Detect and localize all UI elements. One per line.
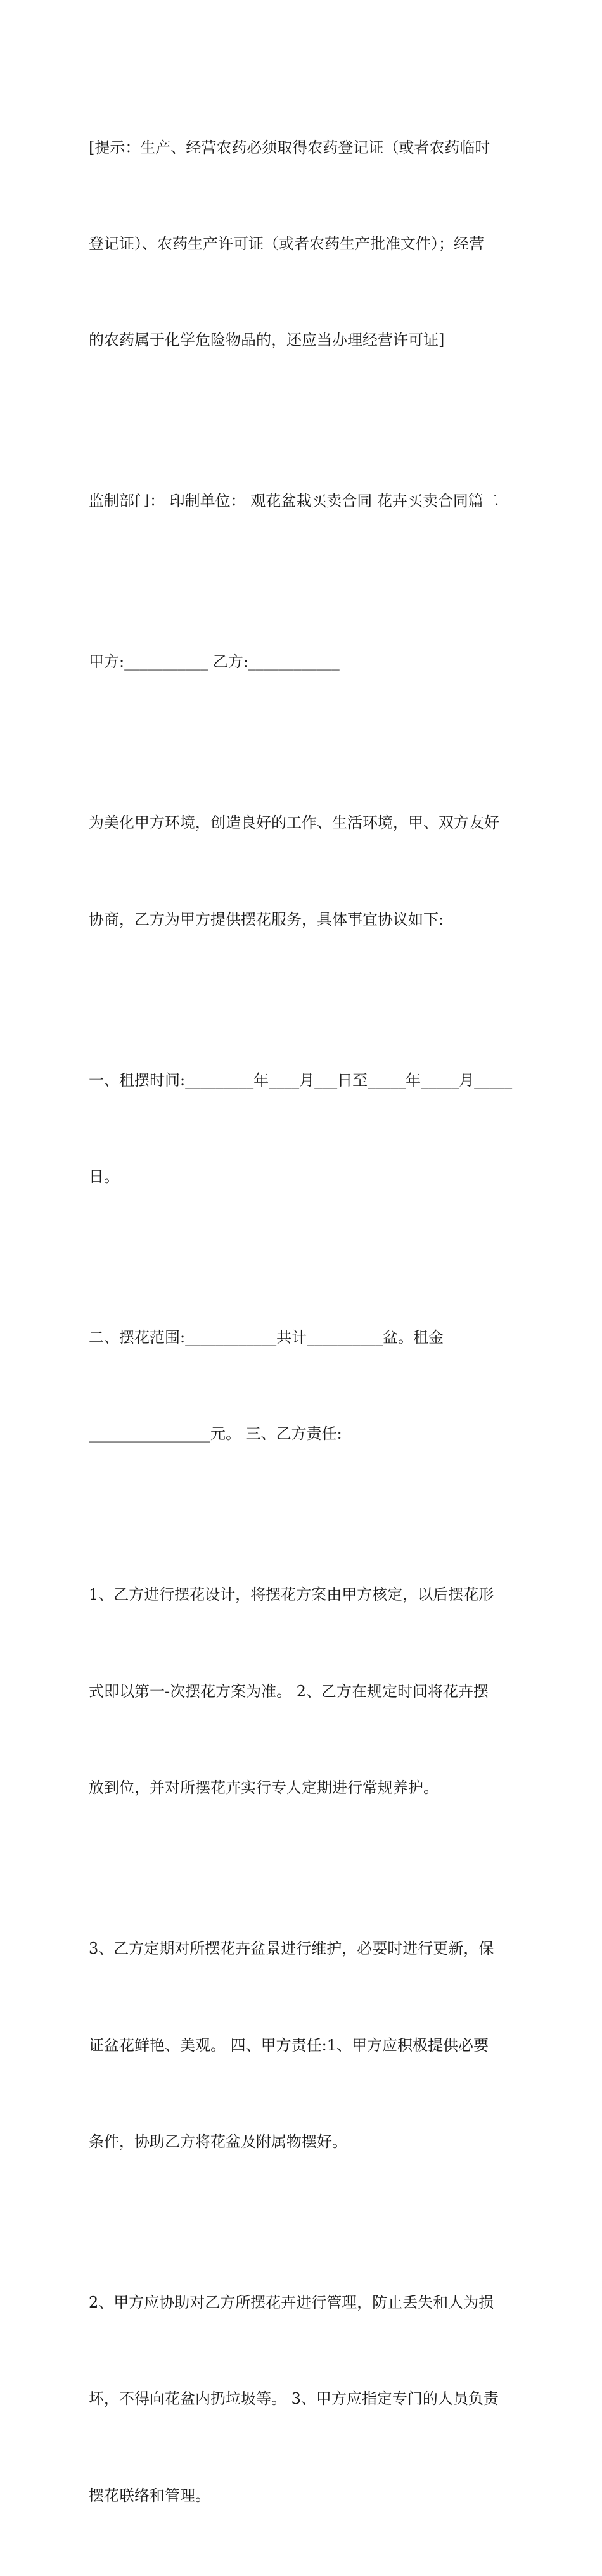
text-line: 式即以第一-次摆花方案为准。 2、乙方在规定时间将花卉摆: [89, 1682, 489, 1700]
text-line: 日。: [89, 1168, 119, 1186]
text-line: 3、乙方定期对所摆花卉盆景进行维护，必要时进行更新，保: [89, 1940, 494, 1958]
text-line: 条件，协助乙方将花盆及附属物摆好。: [89, 2133, 347, 2150]
tip-paragraph: [89, 67, 520, 421]
preamble-paragraph: [89, 743, 520, 1000]
text-line: 的农药属于化学危险物品的，还应当办理经营许可证]: [89, 331, 445, 350]
text-line: ________________元。 三、乙方责任:: [89, 1425, 342, 1443]
text-line: 监制部门： 印制单位： 观花盆栽买卖合同 花卉买卖合同篇二: [89, 492, 499, 510]
text-line: 为美化甲方环境，创造良好的工作、生活环境，甲、双方友好: [89, 814, 499, 832]
parties-paragraph: [89, 582, 520, 743]
text-line: 一、租摆时间:_________年____月___日至_____年_____月_____: [89, 1071, 513, 1089]
rental-period-paragraph: [89, 1000, 520, 1257]
text-line: 1、乙方进行摆花设计，将摆花方案由甲方核定，以后摆花形: [89, 1586, 494, 1604]
text-line: 协商，乙方为甲方提供摆花服务，具体事宜协议如下:: [89, 910, 444, 928]
document-body: [89, 67, 520, 2576]
text-line: 甲方:___________ 乙方:____________: [89, 653, 340, 671]
text-line: [提示：生产、经营农药必须取得农药登记证（或者农药临时: [89, 138, 490, 156]
party-b-duty-3-paragraph: [89, 1869, 520, 2223]
party-a-duty-2-paragraph: [89, 2222, 520, 2576]
text-line: 2、甲方应协助对乙方所摆花卉进行管理，防止丢失和人为损: [89, 2293, 494, 2311]
text-line: 坏，不得向花盆内扔垃圾等。 3、甲方应指定专门的人员负责: [89, 2390, 499, 2408]
header-units-paragraph: [89, 421, 520, 582]
text-line: 放到位，并对所摆花卉实行专人定期进行常规养护。: [89, 1779, 439, 1797]
scope-paragraph: [89, 1257, 520, 1514]
text-line: 登记证）、农药生产许可证（或者农药生产批准文件）；经营: [89, 234, 484, 253]
text-line: 二、摆花范围:____________共计__________盆。租金: [89, 1329, 444, 1347]
text-line: 证盆花鲜艳、美观。 四、甲方责任:1、甲方应积极提供必要: [89, 2036, 489, 2054]
party-b-duty-1-paragraph: [89, 1515, 520, 1869]
text-line: 摆花联络和管理。: [89, 2486, 210, 2504]
